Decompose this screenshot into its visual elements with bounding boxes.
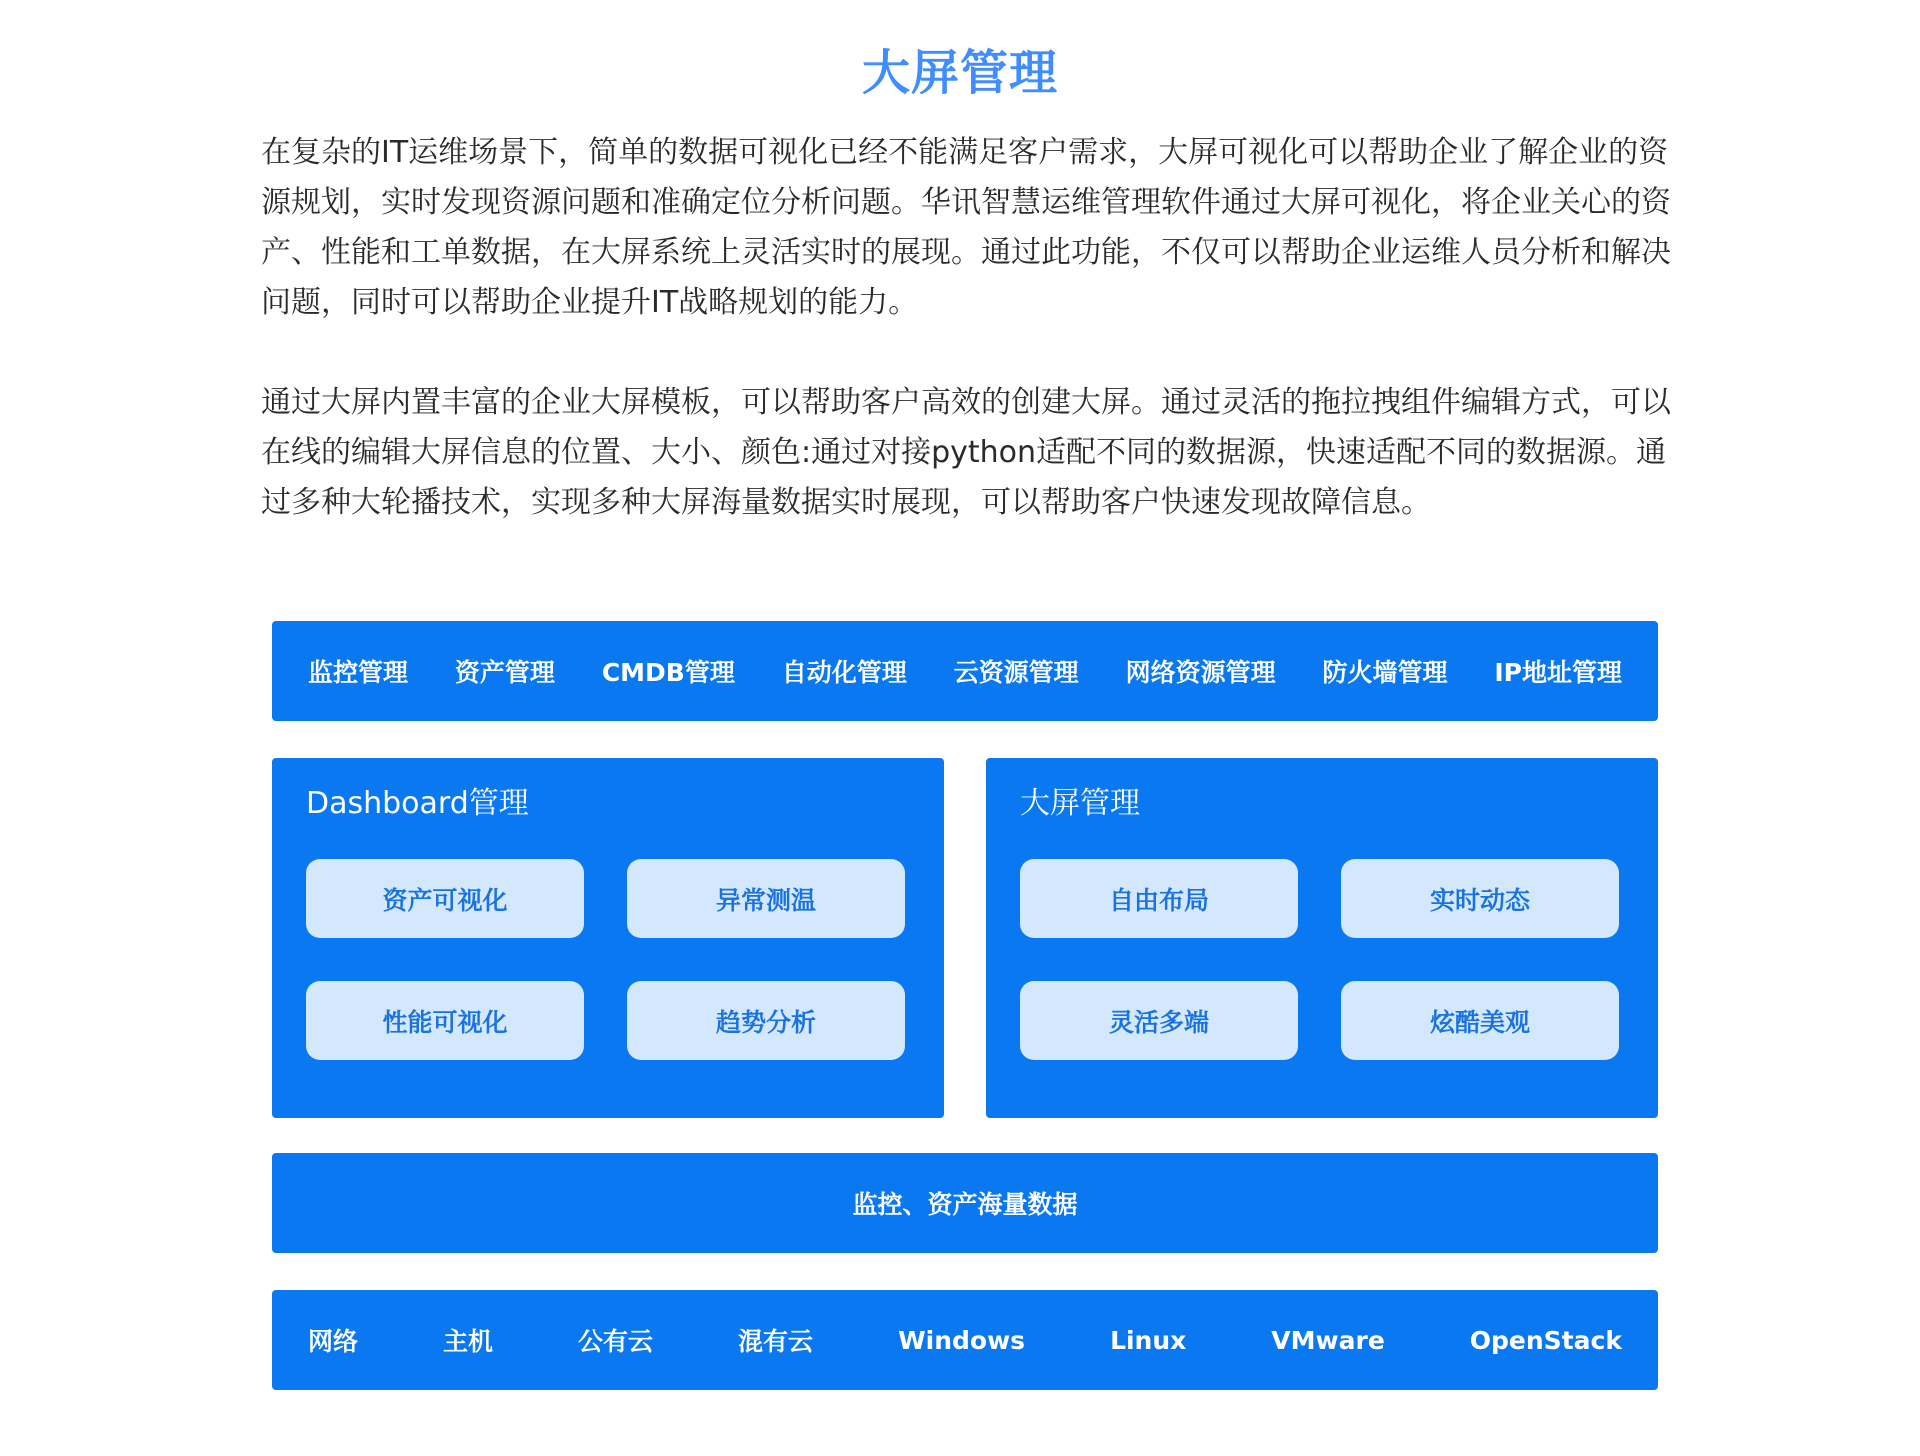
infra-network: 网络 — [308, 1327, 359, 1356]
infra-windows: Windows — [898, 1325, 1026, 1355]
module-automation: 自动化管理 — [781, 658, 907, 687]
intro-paragraph: 在复杂的IT运维场景下，简单的数据可视化已经不能满足客户需求，大屏可视化可以帮助企业了解企业的资源规划，实时发现资源问题和准确定位分析问题。华讯智慧运维管理软件通过大屏可视化，将企业关心的资产、性能和工单数据，在大屏系统上灵活实时的展现。通过此功能，不仅可以帮助企业运维人员分析和解决问题，同时可以帮助企业提升IT战略规划的能力。 — [261, 135, 1671, 320]
infrastructure-bar — [272, 1290, 1658, 1390]
chip-anomaly-detection: 异常测温 — [627, 859, 905, 938]
data-layer-bar — [272, 1153, 1658, 1253]
dashboard-panel — [272, 758, 944, 1118]
chip-realtime-dynamic: 实时动态 — [1341, 859, 1619, 938]
feature-paragraph: 通过大屏内置丰富的企业大屏模板，可以帮助客户高效的创建大屏。通过灵活的拖拉拽组件编辑方式，可以在线的编辑大屏信息的位置、大小、颜色:通过对接python适配不同的数据源，快速适配不同的数据源。通过多种大轮播技术，实现多种大屏海量数据实时展现，可以帮助客户快速发现故障信息。 — [261, 385, 1671, 520]
chip-trend-analysis: 趋势分析 — [627, 981, 905, 1060]
big-screen-panel-title: 大屏管理 — [1020, 786, 1140, 821]
infra-openstack: OpenStack — [1469, 1325, 1622, 1355]
module-firewall: 防火墙管理 — [1322, 658, 1448, 687]
dashboard-panel-title: Dashboard管理 — [306, 786, 529, 821]
module-monitor: 监控管理 — [308, 658, 409, 687]
module-asset: 资产管理 — [454, 658, 555, 687]
chip-performance-visualization: 性能可视化 — [306, 981, 584, 1060]
page-title: 大屏管理 — [861, 45, 1058, 101]
chip-free-layout: 自由布局 — [1020, 859, 1298, 938]
infra-hybrid-cloud: 混有云 — [738, 1327, 814, 1356]
infra-vmware: VMware — [1271, 1325, 1385, 1355]
infra-public-cloud: 公有云 — [578, 1327, 654, 1356]
module-network-resource: 网络资源管理 — [1125, 658, 1276, 687]
data-layer-label: 监控、资产海量数据 — [852, 1190, 1078, 1219]
module-cloud-resource: 云资源管理 — [953, 658, 1079, 687]
big-screen-panel — [986, 758, 1658, 1118]
module-cmdb: CMDB管理 — [601, 658, 735, 687]
chip-flexible-multi-device: 灵活多端 — [1020, 981, 1298, 1060]
management-modules-bar — [272, 621, 1658, 721]
module-ip-address: IP地址管理 — [1494, 658, 1622, 687]
chip-cool-appearance: 炫酷美观 — [1341, 981, 1619, 1060]
infra-linux: Linux — [1110, 1325, 1187, 1355]
infra-host: 主机 — [443, 1327, 494, 1356]
chip-asset-visualization: 资产可视化 — [306, 859, 584, 938]
